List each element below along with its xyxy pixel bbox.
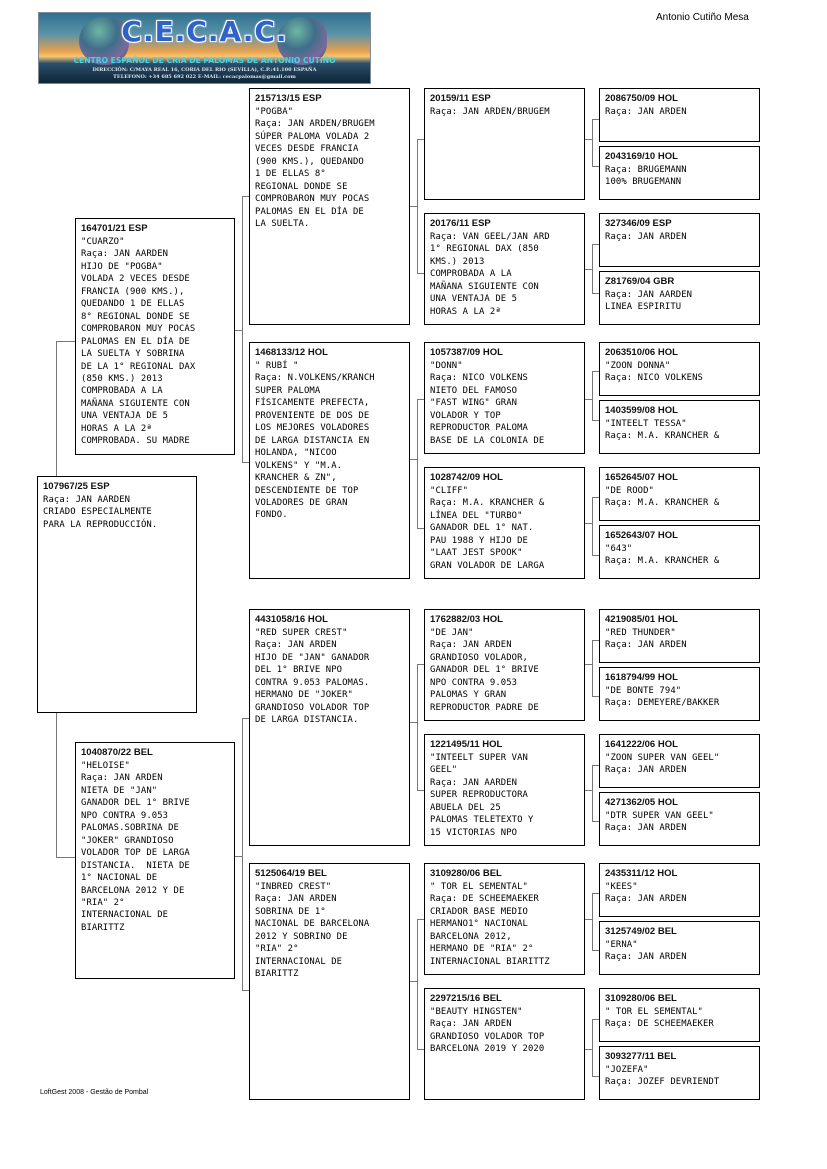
pigeon-info-line: HERMANO1° NACIONAL — [430, 919, 528, 930]
pigeon-info-line: "JOKER" GRANDIOSO — [81, 835, 174, 846]
ring-number: 164701/21 ESP — [81, 223, 148, 234]
pigeon-info-line: "INBRED CREST" — [255, 882, 332, 892]
pigeon-info-line: BARCELONA 2012, — [430, 931, 512, 942]
connector-line — [409, 206, 417, 207]
connector-line — [56, 341, 57, 476]
pigeon-info-line: "RED THUNDER" — [605, 628, 676, 638]
pigeon-card-gen4[interactable] — [599, 1046, 760, 1100]
connector-line — [417, 919, 418, 1049]
pigeon-info-line: "BEAUTY HINGSTEN" — [430, 1007, 523, 1017]
ring-number: 2435311/12 HOL — [605, 868, 678, 879]
pigeon-info-line: Raça: JAN ARDEN/BRUGEM — [255, 119, 375, 130]
connector-line — [56, 857, 75, 858]
pigeon-info-line: Raça: JOZEF DEVRIENDT — [605, 1077, 720, 1088]
pigeon-info-line: Raça: M.A. KRANCHER & — [605, 498, 720, 509]
pigeon-info-line: "POGBA" — [255, 107, 294, 117]
pigeon-info-line: GRAN VOLADOR DE LARGA — [430, 560, 545, 571]
pigeon-info-line: Raça: DEMEYERE/BAKKER — [605, 698, 720, 709]
pigeon-info-line: "RED SUPER CREST" — [255, 628, 348, 638]
pigeon-card-sire-dam[interactable] — [249, 342, 410, 579]
pigeon-info-line: HORAS A LA 2ª — [430, 306, 501, 317]
pigeon-info-line: FÍSICAMENTE PREFECTA, — [255, 398, 370, 409]
pigeon-info-line: Raça: NICO VOLKENS — [430, 373, 528, 384]
pigeon-info-line: HIJO DE "POGBA" — [81, 261, 163, 272]
ring-number: 2043169/10 HOL — [605, 151, 678, 162]
pigeon-info-line: Raça: JAN ARDEN — [605, 232, 687, 242]
pigeon-card-gen3[interactable] — [424, 213, 585, 325]
pigeon-card-gen4[interactable] — [599, 667, 760, 721]
pigeon-info-line: INTERNACIONAL DE — [255, 956, 343, 967]
pigeon-info-line: Raça: JAN ARDEN — [605, 952, 687, 963]
pigeon-info-line: KRANCHER & ZN", — [255, 473, 337, 484]
ring-number: 20176/11 ESP — [430, 218, 491, 229]
pigeon-info-line: 2012 Y SOBRINO DE — [255, 931, 348, 942]
pigeon-info-line: Raça: VAN GEEL/JAN ARD — [430, 232, 550, 242]
pigeon-info-line: BARCELONA 2012 Y DE — [81, 885, 185, 896]
pigeon-info-line: QUEDANDO 1 DE ELLAS — [81, 299, 185, 310]
connector-line — [56, 341, 75, 342]
pigeon-info-line: HORAS A LA 2ª — [81, 423, 152, 434]
pigeon-info-line: "ERNA" — [605, 940, 638, 950]
pigeon-info-line: "RIA" 2° — [255, 944, 299, 955]
ring-number: 1028742/09 HOL — [430, 472, 503, 483]
pigeon-info-line: "DE BONTE 794" — [605, 686, 682, 696]
pigeon-info-line: INTERNACIONAL DE — [81, 910, 169, 921]
pigeon-info-line: GANADOR DEL 1° NAT. — [430, 523, 534, 534]
ring-number: 2297215/16 BEL — [430, 993, 502, 1004]
pigeon-info-line: SUPER PALOMA — [255, 385, 321, 396]
pigeon-info-line: REPRODUCTOR PADRE DE — [430, 702, 539, 713]
pigeon-info-line: Raça: JAN ARDEN — [430, 1019, 512, 1030]
pigeon-info-line: COMPROBADA A LA — [81, 386, 163, 397]
pigeon-info-line: LOS MEJORES VOLADORES — [255, 423, 370, 434]
ring-number: 107967/25 ESP — [43, 481, 110, 492]
ring-number: 1641222/06 HOL — [605, 739, 678, 750]
ring-number: 4431058/16 HOL — [255, 614, 328, 625]
pigeon-info-line: Raça: M.A. KRANCHER & — [605, 556, 720, 567]
pigeon-info-line: COMPROBADA A LA — [430, 269, 512, 280]
pigeon-info-line: Raça: M.A. KRANCHER & — [430, 498, 545, 509]
pigeon-info-line: " TOR EL SEMENTAL" — [430, 882, 528, 892]
pigeon-info-line: Raça: JAN ARDEN — [605, 823, 687, 834]
ring-number: 4219085/01 HOL — [605, 614, 678, 625]
pigeon-info-line: HIJO DE "JAN" GANADOR — [255, 652, 370, 663]
pigeon-info-line: "JOZEFA" — [605, 1065, 649, 1075]
pigeon-info-line: DE LARGA DISTANCIA EN — [255, 435, 370, 446]
pigeon-card-sire-sire[interactable] — [249, 88, 410, 325]
connector-line — [592, 371, 593, 420]
connector-line — [592, 765, 593, 821]
pigeon-info-line: VOLKENS" Y "M.A. — [255, 460, 343, 471]
pigeon-info-line: "HELOISE" — [81, 761, 130, 771]
ring-number: 3125749/02 BEL — [605, 926, 677, 937]
pigeon-info-line: NIETA DE "JAN" — [81, 785, 158, 796]
pigeon-info-line: "DTR SUPER VAN GEEL" — [605, 811, 714, 821]
connector-line — [592, 640, 593, 696]
pigeon-info-line: CONTRA 9.053 PALOMAS. — [255, 677, 370, 688]
ring-number: 1221495/11 HOL — [430, 739, 503, 750]
connector-line — [242, 718, 243, 990]
connector-line — [584, 399, 592, 400]
pigeon-info-line: Raça: JAN ARDEN — [255, 894, 337, 905]
ring-number: 5125064/19 BEL — [255, 868, 327, 879]
ring-number: Z81769/04 GBR — [605, 276, 675, 287]
pigeon-info-line: 1° REGIONAL DAX (850 — [430, 244, 539, 255]
pigeon-info-line: "INTEELT SUPER VAN — [430, 753, 528, 763]
pigeon-info-line: 1 DE ELLAS 8° — [255, 169, 326, 180]
pigeon-card-dam[interactable] — [75, 742, 235, 979]
connector-line — [584, 523, 592, 524]
connector-line — [417, 664, 418, 790]
pigeon-card-gen4[interactable] — [599, 88, 760, 142]
pigeon-card-gen3[interactable] — [424, 342, 585, 454]
pigeon-card-gen4[interactable] — [599, 400, 760, 454]
pigeon-info-line: REGIONAL DONDE SE — [255, 181, 348, 192]
pigeon-info-line: BIARITTZ — [255, 969, 299, 980]
pigeon-info-line: PALOMAS TELETEXTO Y — [430, 815, 534, 826]
ring-number: 1057387/09 HOL — [430, 347, 503, 358]
pigeon-info-line: Raça: JAN AARDEN — [430, 777, 518, 788]
pigeon-info-line: 1° NACIONAL DE — [81, 873, 158, 884]
logo-contact: TELEFONO: +34 685 692 022 E-MAIL: cecacpalomas@gmail.com — [113, 74, 296, 80]
connector-line — [417, 399, 418, 528]
pigeon-info-line: LINEA ESPIRITU — [605, 302, 682, 313]
pigeon-card-gen3[interactable] — [424, 88, 585, 200]
pigeon-info-line: GRANDIOSO VOLADOR TOP — [430, 1031, 545, 1042]
owner-name: Antonio Cutiño Mesa — [656, 12, 749, 23]
connector-line — [592, 1019, 593, 1076]
pigeon-card-gen3[interactable] — [424, 863, 585, 975]
pigeon-card-gen4[interactable] — [599, 921, 760, 975]
pigeon-info-line: CRIADOR BASE MEDIO — [430, 906, 528, 917]
pigeon-info-line: Raça: DE SCHEEMAEKER — [605, 1019, 714, 1030]
pigeon-info-line: PALOMAS EN EL DÍA DE — [255, 206, 364, 217]
pigeon-info-line: PARA LA REPRODUCCIÓN. — [43, 519, 158, 530]
pigeon-info-line: PAU 1988 Y HIJO DE — [430, 535, 528, 546]
connector-line — [234, 856, 242, 857]
ring-number: 3093277/11 BEL — [605, 1051, 677, 1062]
ring-number: 327346/09 ESP — [605, 218, 672, 229]
pigeon-info-line: GANADOR DEL 1° BRIVE — [430, 665, 539, 676]
ring-number: 215713/15 ESP — [255, 93, 322, 104]
ring-number: 2063510/06 HOL — [605, 347, 678, 358]
pigeon-info-line: BASE DE LA COLONIA DE — [430, 435, 545, 446]
pigeon-card-gen3[interactable] — [424, 467, 585, 579]
pigeon-info-line: INTERNACIONAL BIARITTZ — [430, 956, 550, 967]
pigeon-info-line: "ZOON DONNA" — [605, 361, 671, 371]
pigeon-info-line: Raça: JAN ARDEN — [605, 107, 687, 117]
pigeon-info-line: GANADOR DEL 1° BRIVE — [81, 798, 190, 809]
ring-number: 4271362/05 HOL — [605, 797, 678, 808]
pigeon-info-line: Raça: JAN ARDEN/BRUGEM — [430, 107, 550, 117]
ring-number: 1762882/03 HOL — [430, 614, 503, 625]
pigeon-info-line: Raça: JAN ARDEN — [430, 640, 512, 651]
connector-line — [242, 196, 243, 462]
pigeon-card-gen4[interactable] — [599, 342, 760, 396]
pigeon-info-line: Raça: JAN ARDEN — [255, 640, 337, 651]
pigeon-info-line: UNA VENTAJA DE 5 — [430, 294, 518, 305]
pigeon-info-line: COMPROBARON MUY POCAS — [255, 194, 370, 205]
pigeon-info-line: VOLADORES DE GRAN — [255, 497, 348, 508]
ring-number: 2086750/09 HOL — [605, 93, 678, 104]
pigeon-info-line: "LAAT JEST SPOOK" — [430, 548, 523, 559]
pigeon-info-line: REPRODUCTOR PALOMA — [430, 423, 528, 434]
pigeon-info-line: LA SUELTA. — [255, 219, 310, 230]
logo-address: DIRECCIÓN: C/MAYA REAL 16, CORIA DEL RIO (SEVILLA), C.P.:41.100 ESPAÑA — [92, 67, 317, 73]
ring-number: 3109280/06 BEL — [605, 993, 677, 1004]
pigeon-card-gen4[interactable] — [599, 863, 760, 917]
pigeon-info-line: ABUELA DEL 25 — [430, 802, 501, 813]
pigeon-info-line: NPO CONTRA 9.053 — [81, 810, 169, 821]
pigeon-info-line: "643" — [605, 544, 633, 554]
pigeon-info-line: DISTANCIA. NIETA DE — [81, 860, 190, 871]
pigeon-info-line: SUPER REPRODUCTORA — [430, 790, 528, 801]
pigeon-info-line: " TOR EL SEMENTAL" — [605, 1007, 703, 1017]
pigeon-info-line: "DE JAN" — [430, 628, 474, 638]
ring-number: 1652645/07 HOL — [605, 472, 678, 483]
pigeon-info-line: SOBRINA DE 1° — [255, 906, 326, 917]
pigeon-info-line: VOLADA 2 VECES DESDE — [81, 274, 190, 285]
cecac-logo — [38, 12, 371, 84]
connector-line — [592, 497, 593, 555]
pigeon-info-line: VOLADOR TOP DE LARGA — [81, 848, 190, 859]
pigeon-card-gen3[interactable] — [424, 609, 585, 721]
connector-line — [409, 722, 417, 723]
ring-number: 1618794/99 HOL — [605, 672, 678, 683]
pigeon-info-line: VOLADOR Y TOP — [430, 410, 501, 421]
pigeon-info-line: GRANDIOSO VOLADOR TOP — [255, 702, 370, 713]
pigeon-info-line: PALOMAS Y GRAN — [430, 690, 507, 701]
pigeon-info-line: "ZOON SUPER VAN GEEL" — [605, 753, 720, 763]
pigeon-info-line: KMS.) 2013 — [430, 256, 485, 267]
software-footer: LoftGest 2008 - Gestão de Pombal — [40, 1089, 149, 1096]
pigeon-info-line: 8° REGIONAL DONDE SE — [81, 311, 190, 322]
connector-line — [592, 119, 593, 166]
connector-line — [592, 244, 593, 293]
pigeon-card-dam-dam[interactable] — [249, 863, 410, 1100]
pigeon-info-line: "FAST WING" GRAN — [430, 398, 518, 409]
pigeon-info-line: Raça: JAN AARDEN — [43, 495, 131, 505]
connector-line — [584, 919, 592, 920]
connector-line — [417, 139, 418, 273]
ring-number: 1652643/07 HOL — [605, 530, 678, 541]
pigeon-info-line: BIARITTZ — [81, 922, 125, 933]
pigeon-card-gen4[interactable] — [599, 213, 760, 267]
pigeon-info-line: 15 VICTORIAS NPO — [430, 827, 518, 838]
pigeon-card-sire[interactable] — [75, 218, 235, 455]
pigeon-card-gen3[interactable] — [424, 988, 585, 1100]
pigeon-info-line: MAÑANA SIGUIENTE CON — [430, 281, 539, 292]
connector-line — [56, 712, 57, 858]
pigeon-info-line: (850 KMS.) 2013 — [81, 373, 163, 384]
pigeon-info-line: Raça: JAN ARDEN — [605, 765, 687, 776]
pigeon-info-line: 100% BRUGEMANN — [605, 177, 682, 188]
pigeon-info-line: Raça: JAN ARDEN — [81, 773, 163, 784]
pigeon-info-line: (900 KMS.), QUEDANDO — [255, 156, 364, 167]
pigeon-info-line: GEEL" — [430, 765, 458, 776]
pigeon-info-line: NACIONAL DE BARCELONA — [255, 919, 370, 930]
pigeon-card-gen4[interactable] — [599, 609, 760, 663]
pigeon-info-line: PALOMAS EN EL DÍA DE — [81, 336, 190, 347]
pigeon-info-line: "CLIFF" — [430, 486, 469, 496]
pigeon-info-line: Raça: M.A. KRANCHER & — [605, 431, 720, 442]
pigeon-info-line: VECES DESDE FRANCIA — [255, 144, 359, 155]
ring-number: 1040870/22 BEL — [81, 747, 153, 758]
pigeon-info-line: "DONN" — [430, 361, 463, 371]
pigeon-info-line: PALOMAS.SOBRINA DE — [81, 823, 179, 834]
pigeon-info-line: Raça: JAN ARDEN — [605, 894, 687, 905]
pigeon-info-line: SÚPER PALOMA VOLADA 2 — [255, 131, 370, 142]
connector-line — [584, 664, 592, 665]
pigeon-info-line: Raça: NICO VOLKENS — [605, 373, 703, 384]
pigeon-info-line: NPO CONTRA 9.053 — [430, 677, 518, 688]
pigeon-info-line: NIETO DEL FAMOSO — [430, 385, 518, 396]
pigeon-info-line: COMPROBARON MUY POCAS — [81, 324, 196, 335]
pigeon-info-line: Raça: JAN AARDEN — [81, 249, 169, 260]
pigeon-card-gen4[interactable] — [599, 734, 760, 788]
pigeon-info-line: PROVENIENTE DE DOS DE — [255, 410, 370, 421]
pigeon-info-line: FRANCIA (900 KMS.), — [81, 286, 185, 297]
pigeon-card-gen4[interactable] — [599, 271, 760, 325]
pigeon-info-line: DE LA 1° REGIONAL DAX — [81, 361, 196, 372]
pigeon-info-line: BARCELONA 2019 Y 2020 — [430, 1044, 545, 1055]
pigeon-info-line: Raça: JAN ARDEN — [605, 640, 687, 651]
pigeon-info-line: COMPROBADA. SU MADRE — [81, 436, 190, 447]
pigeon-info-line: Raça: JAN AARDEN — [605, 290, 693, 300]
pigeon-info-line: DE LARGA DISTANCIA. — [255, 715, 359, 726]
pigeon-info-line: UNA VENTAJA DE 5 — [81, 411, 169, 422]
pigeon-card-gen4[interactable] — [599, 525, 760, 579]
pigeon-info-line: " RUBÍ " — [255, 361, 299, 371]
pigeon-info-line: DESCENDIENTE DE TOP — [255, 485, 359, 496]
connector-line — [234, 330, 242, 331]
ring-number: 1403599/08 HOL — [605, 405, 678, 416]
pigeon-card-gen3[interactable] — [424, 734, 585, 846]
pigeon-card-dam-sire[interactable] — [249, 609, 410, 846]
connector-line — [592, 893, 593, 950]
connector-line — [409, 981, 417, 982]
pigeon-info-line: HERMANO DE "RIA" 2° — [430, 944, 534, 955]
ring-number: 3109280/06 BEL — [430, 868, 502, 879]
pigeon-info-line: "RIA" 2° — [81, 897, 125, 908]
connector-line — [409, 459, 417, 460]
pigeon-info-line: CRIADO ESPECIALMENTE — [43, 507, 152, 518]
logo-title: C.E.C.A.C. — [121, 15, 288, 48]
pigeon-info-line: Raça: N.VOLKENS/KRANCH — [255, 373, 375, 384]
connector-line — [584, 1049, 592, 1050]
connector-line — [584, 790, 592, 791]
pigeon-card-gen4[interactable] — [599, 988, 760, 1042]
pigeon-info-line: Raça: DE SCHEEMAEKER — [430, 894, 539, 905]
pigeon-card-subject[interactable] — [37, 476, 197, 713]
pigeon-info-line: "KEES" — [605, 882, 638, 892]
connector-line — [584, 139, 592, 140]
pigeon-info-line: MAÑANA SIGUIENTE CON — [81, 398, 190, 409]
pigeon-info-line: GRANDIOSO VOLADOR, — [430, 652, 528, 663]
pigeon-info-line: "INTEELT TESSA" — [605, 419, 687, 429]
ring-number: 1468133/12 HOL — [255, 347, 328, 358]
pigeon-info-line: "CUARZO" — [81, 237, 125, 247]
pigeon-info-line: "DE ROOD" — [605, 486, 654, 496]
pigeon-card-gen4[interactable] — [599, 792, 760, 846]
pigeon-card-gen4[interactable] — [599, 467, 760, 521]
connector-line — [584, 269, 592, 270]
ring-number: 20159/11 ESP — [430, 93, 491, 104]
pigeon-info-line: DEL 1° BRIVE NPO — [255, 665, 343, 676]
pigeon-info-line: LA SUELTA Y SOBRINA — [81, 349, 185, 360]
pigeon-info-line: HOLANDA, "NICOO — [255, 448, 337, 459]
pigeon-info-line: HERMANO DE "JOKER" — [255, 690, 353, 701]
pigeon-card-gen4[interactable] — [599, 146, 760, 200]
logo-subtitle: CENTRO ESPAÑOL DE CRIA DE PALOMAS DE ANTONIO CUTIÑO — [73, 56, 336, 65]
pigeon-info-line: FONDO. — [255, 510, 288, 521]
pigeon-info-line: Raça: BRUGEMANN — [605, 165, 687, 175]
pigeon-info-line: LÍNEA DEL "TURBO" — [430, 510, 523, 521]
